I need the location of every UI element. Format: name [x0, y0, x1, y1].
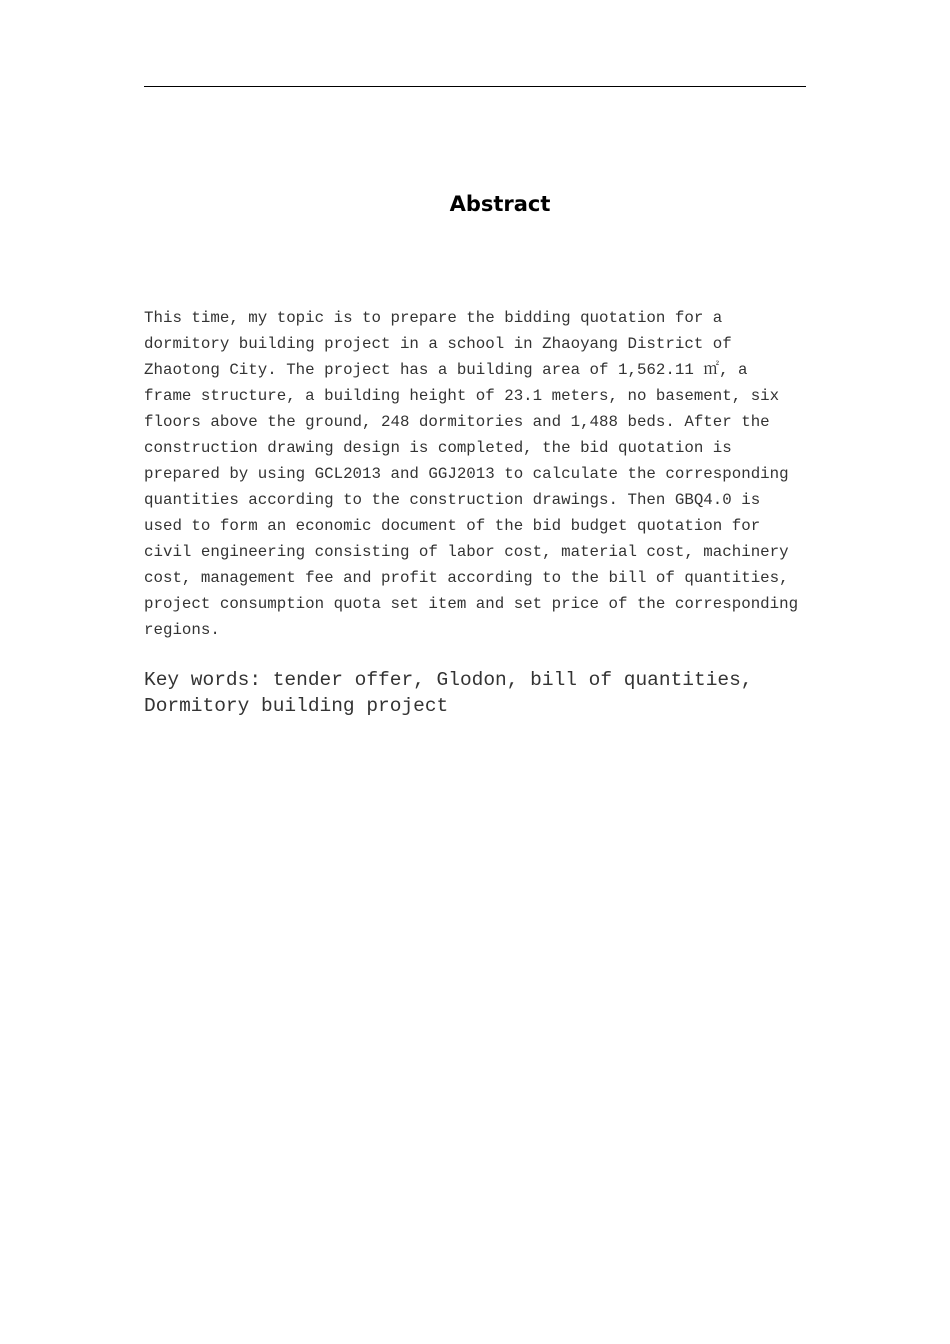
header-rule	[144, 86, 806, 87]
keywords-paragraph: Key words: tender offer, Glodon, bill of quantities, Dormitory building project	[144, 669, 753, 717]
abstract-title: Abstract	[449, 192, 551, 216]
abstract-body: This time, my topic is to prepare the bidding quotation for a dormitory building project in a school in Zhaoyang District of Zhaotong City. The project has a building area of 1,562.11 ㎡, a frame structure, a building height of 23.1 meters, no basement, six floors above the ground, 248 dormitories and 1,488 beds. After the construction drawing design is completed, the bid quotation is prepared by using GCL2013 and GGJ2013 to calculate the corresponding quantities according to the construction drawings. Then GBQ4.0 is used to form an economic document of the bid budget quotation for civil engineering consisting of labor cost, material cost, machinery cost, management fee and profit according to the bill of quantities, project consumption quota set item and set price of the corresponding regions.	[144, 309, 799, 639]
